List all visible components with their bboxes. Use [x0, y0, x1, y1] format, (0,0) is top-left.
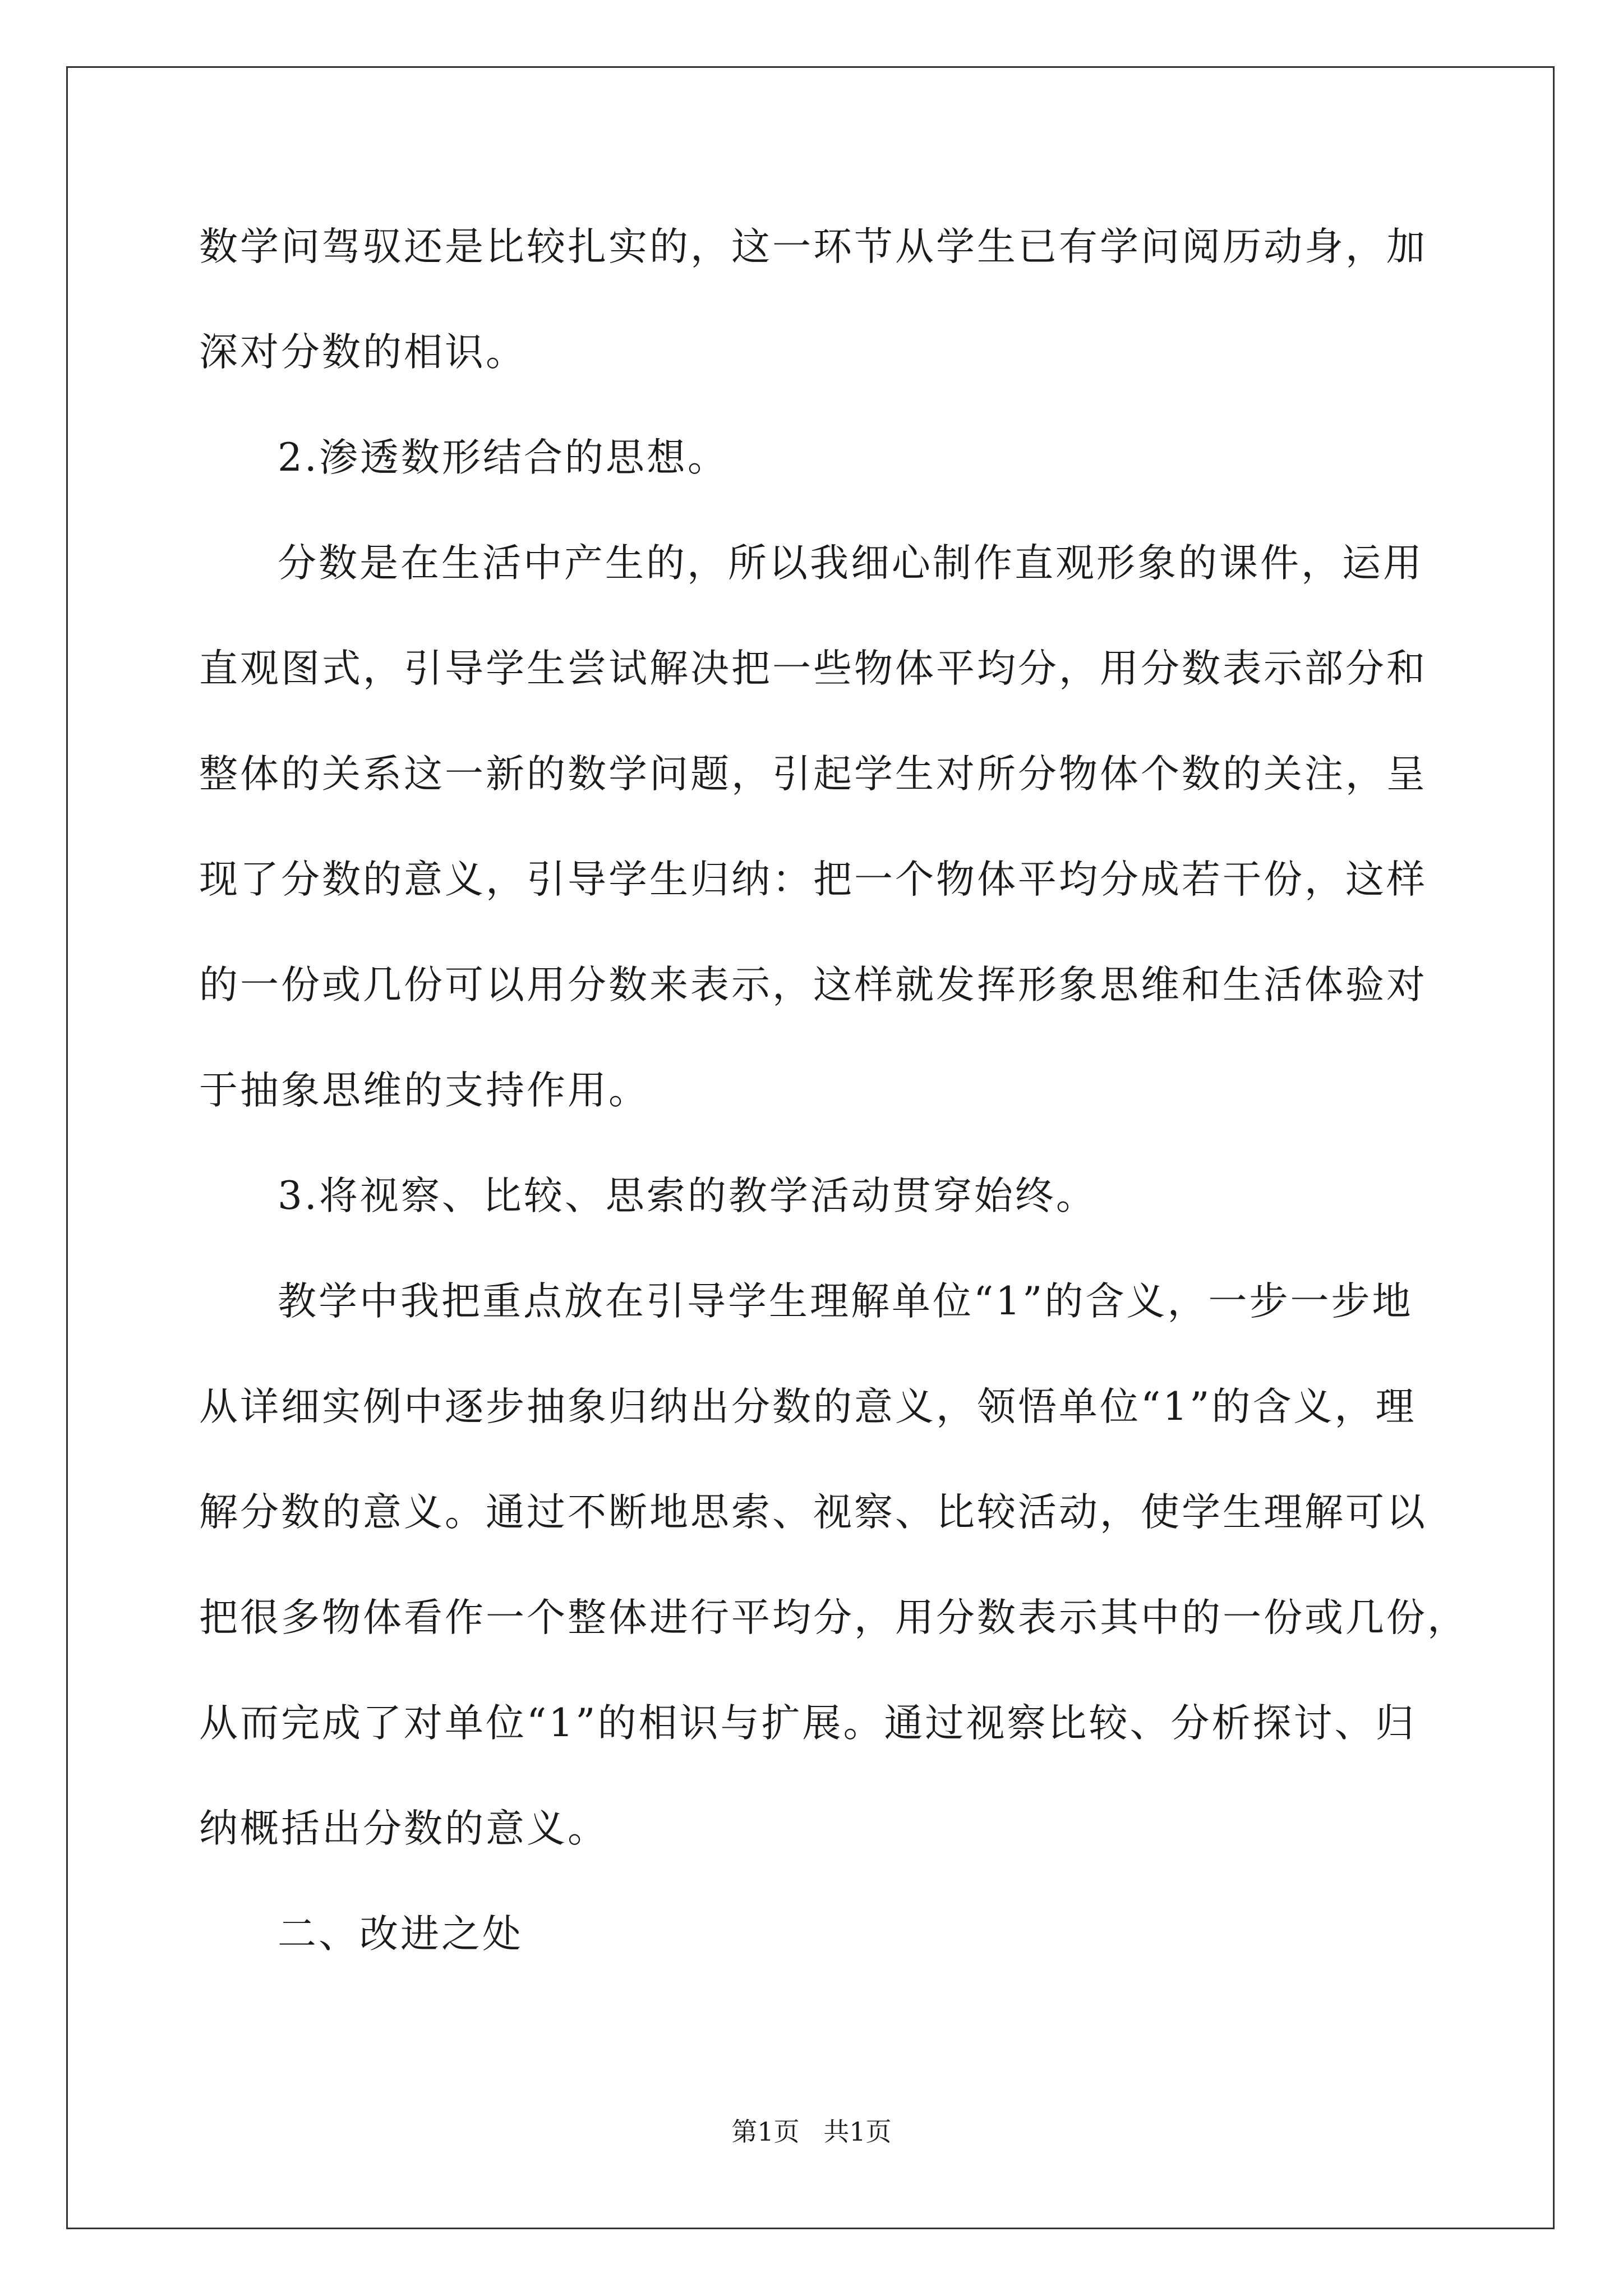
text-line: 把很多物体看作一个整体进行平均分，用分数表示其中的一份或几份，	[199, 1595, 1468, 1640]
page-total: 共1页	[823, 2116, 892, 2147]
text-line: 从详细实例中逐步抽象归纳出分数的意义，领悟单位“1”的含义，理	[199, 1384, 1417, 1429]
text-line: 于抽象思维的支持作用。	[199, 1068, 649, 1113]
text-line: 分数是在生活中产生的，所以我细心制作直观形象的课件，运用	[278, 541, 1424, 586]
text-line: 整体的关系这一新的数学问题，引起学生对所分物体个数的关注，呈	[199, 752, 1427, 797]
text-line: 的一份或几份可以用分数来表示，这样就发挥形象思维和生活体验对	[199, 963, 1427, 1007]
section-heading: 3.将视察、比较、思索的教学活动贯穿始终。	[278, 1174, 1097, 1218]
text-line: 纳概括出分数的意义。	[199, 1806, 608, 1851]
page-number: 第1页	[731, 2116, 800, 2147]
text-line: 深对分数的相识。	[199, 330, 527, 375]
page-footer	[0, 2115, 1623, 2148]
section-heading: 二、改进之处	[278, 1912, 523, 1957]
section-heading: 2.渗透数形结合的思想。	[278, 435, 728, 480]
text-line: 现了分数的意义，引导学生归纳：把一个物体平均分成若干份，这样	[199, 857, 1427, 902]
text-line: 解分数的意义。通过不断地思索、视察、比较活动，使学生理解可以	[199, 1490, 1427, 1535]
text-line: 直观图式，引导学生尝试解决把一些物体平均分，用分数表示部分和	[199, 646, 1427, 691]
text-line: 从而完成了对单位“1”的相识与扩展。通过视察比较、分析探讨、归	[199, 1701, 1417, 1746]
text-line: 数学问驾驭还是比较扎实的，这一环节从学生已有学问阅历动身，加	[199, 224, 1427, 269]
text-line: 教学中我把重点放在引导学生理解单位“1”的含义，一步一步地	[278, 1279, 1413, 1324]
